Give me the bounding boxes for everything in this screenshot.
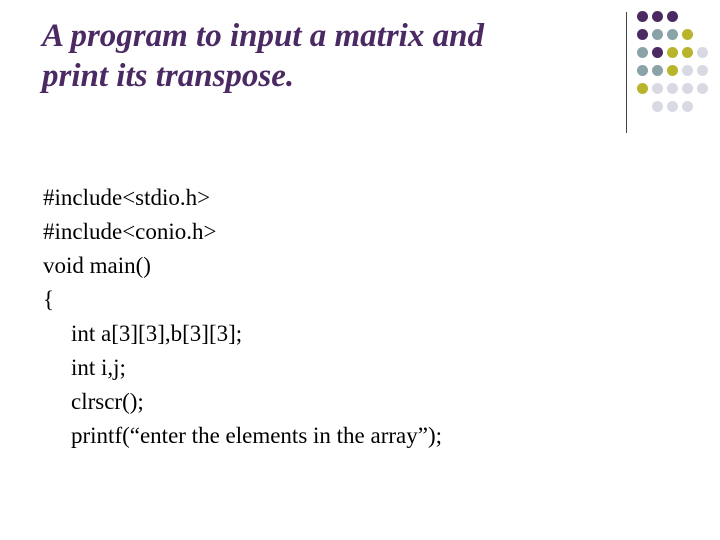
decorative-dot <box>667 47 678 58</box>
decorative-dot <box>697 65 708 76</box>
decorative-dot <box>667 83 678 94</box>
decorative-dot <box>682 83 693 94</box>
decorative-dot <box>637 29 648 40</box>
code-line-declare-arrays: int a[3][3],b[3][3]; <box>71 321 243 346</box>
code-line-include-conio: #include<conio.h> <box>43 219 217 244</box>
slide-title-line-1: A program to input a matrix and <box>42 18 484 54</box>
decorative-dot <box>652 65 663 76</box>
decorative-dot <box>667 65 678 76</box>
code-block <box>43 181 442 453</box>
code-line-main: void main() <box>43 253 151 278</box>
decorative-dot <box>667 11 678 22</box>
code-line-open-brace: { <box>43 287 55 312</box>
decorative-dot <box>667 29 678 40</box>
slide-title <box>42 16 602 96</box>
decorative-dot <box>652 47 663 58</box>
decorative-dot <box>637 47 648 58</box>
decorative-dot <box>667 101 678 112</box>
code-line-declare-indices: int i,j; <box>71 355 126 380</box>
vertical-divider <box>626 12 627 133</box>
decorative-dot <box>652 83 663 94</box>
decorative-dot <box>652 11 663 22</box>
code-line-include-stdio: #include<stdio.h> <box>43 185 211 210</box>
decorative-dot <box>682 101 693 112</box>
decorative-dot <box>637 65 648 76</box>
decorative-dot <box>652 101 663 112</box>
slide-title-line-2: print its transpose. <box>42 58 295 94</box>
decorative-dot <box>682 65 693 76</box>
decorative-dot <box>637 11 648 22</box>
code-line-clrscr: clrscr(); <box>71 389 144 414</box>
decorative-dot <box>652 29 663 40</box>
decorative-dot <box>637 83 648 94</box>
decorative-dot <box>682 47 693 58</box>
decorative-dot <box>682 29 693 40</box>
decorative-dot <box>697 47 708 58</box>
decorative-dot <box>697 83 708 94</box>
decorative-dot-grid <box>637 11 713 121</box>
code-line-printf: printf(“enter the elements in the array”); <box>71 423 443 448</box>
